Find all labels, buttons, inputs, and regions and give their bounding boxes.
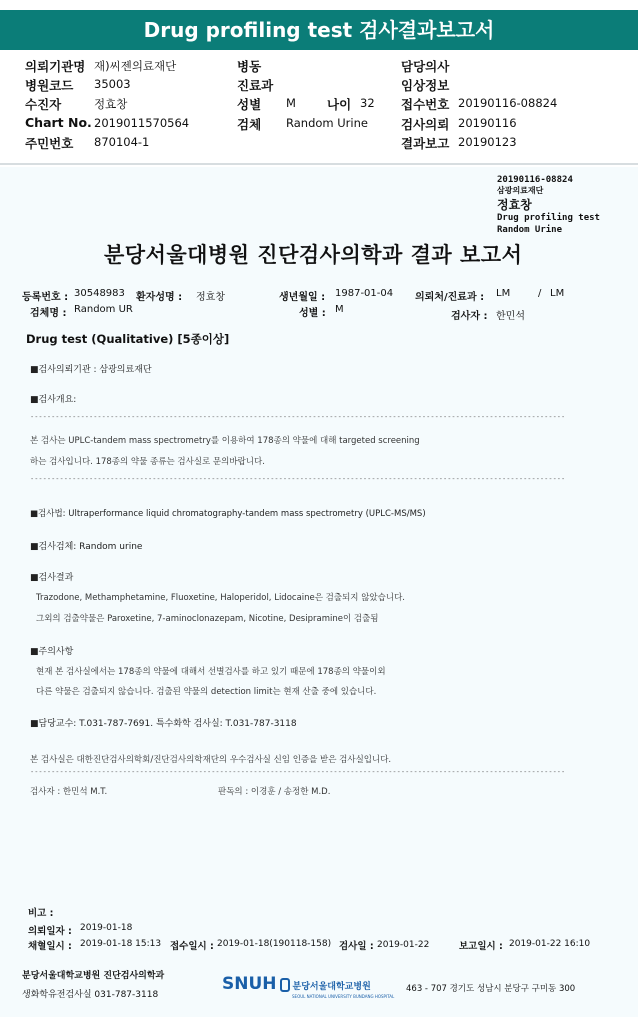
reg-label: 등록번호 : xyxy=(22,292,69,303)
meta-label: 접수번호 xyxy=(401,97,450,112)
meta-label: Chart No. xyxy=(25,115,92,130)
meta-label: 병원코드 xyxy=(25,78,74,93)
lab-contact: 생화학유전검사실 031-787-3118 xyxy=(22,990,159,1000)
receipt-label: 접수일시 : xyxy=(170,941,214,952)
report-date-value: 2019-01-22 16:10 xyxy=(509,939,591,949)
meta-label: 임상정보 xyxy=(401,78,450,93)
result-line: Trazodone, Methamphetamine, Fluoxetine, Haloperidol, Lidocaine은 검출되지 않았습니다. xyxy=(36,593,405,603)
request-meta-panel xyxy=(0,57,638,157)
meta-label: 주민번호 xyxy=(25,136,74,151)
meta-label: 의뢰기관명 xyxy=(25,59,86,74)
meta-label: 성별 xyxy=(237,97,262,112)
report-title: Drug profiling test 검사결과보고서 xyxy=(143,18,495,42)
tester-value: 한민석 xyxy=(496,311,525,322)
meta-label: 진료과 xyxy=(237,78,274,93)
section-caution-heading: ■주의사항 xyxy=(30,647,74,657)
section-results-heading: ■검사결과 xyxy=(30,573,74,583)
stamp-patient: 정효창 xyxy=(497,198,532,212)
meta-value: 정효창 xyxy=(94,97,128,111)
meta-label: 검사의뢰 xyxy=(401,117,450,132)
meta-value: 재)씨젠의료재단 xyxy=(94,59,177,73)
specimen-label: 검체명 : xyxy=(30,308,67,319)
signature-tester: 검사자 : 한민석 M.T. xyxy=(30,787,108,797)
dept-separator: / xyxy=(538,288,542,299)
stamp-org: 삼광의료재단 xyxy=(497,186,544,195)
logo-wordmark: SNUH xyxy=(222,974,277,994)
logo-korean-name: 분당서울대학교병원 xyxy=(292,982,371,992)
dashed-rule: ------------------------------------------------------------------------------------------------------------------------------- xyxy=(30,768,566,776)
hospital-logo xyxy=(222,974,394,999)
certification-text: 본 검사실은 대한진단검사의학회/진단검사의학재단의 우수검사실 신임 인증을 받은 검사실입니다. xyxy=(30,755,392,765)
caution-line: 다른 약물은 검출되지 않습니다. 검출된 약물의 detection limit는 현재 산출 중에 있습니다. xyxy=(36,687,377,697)
meta-value: 2019011570564 xyxy=(94,116,190,130)
tester-label: 검사자 : xyxy=(451,311,488,322)
section-method: ■검사법: Ultraperformance liquid chromatography-tandem mass spectrometry (UPLC-MS/MS) xyxy=(30,509,426,519)
hospital-address: 463 - 707 경기도 성남시 분당구 구미동 300 xyxy=(406,984,576,994)
report-date-label: 보고일시 : xyxy=(459,941,503,952)
signature-reader: 판독의 : 이경훈 / 송정한 M.D. xyxy=(218,787,331,797)
section-specimen: ■검사검체: Random urine xyxy=(30,542,143,552)
meta-value: 20190123 xyxy=(458,135,517,149)
test-date-label: 검사일 : xyxy=(339,941,374,952)
result-line: 그외의 검출약물은 Paroxetine, 7-aminoclonazepam, Nicotine, Desipramine이 검출됨 xyxy=(36,614,379,624)
patient-label: 환자성명 : xyxy=(136,292,183,303)
section-overview-heading: ■검사개요: xyxy=(30,395,77,405)
test-title: Drug test (Qualitative) [5종이상] xyxy=(26,332,230,346)
receipt-value: 2019-01-18(190118-158) xyxy=(217,939,332,949)
meta-label: 담당의사 xyxy=(401,59,450,74)
sex-label: 성별 : xyxy=(299,308,326,319)
test-date-value: 2019-01-22 xyxy=(377,940,430,950)
section-divider xyxy=(0,163,638,165)
department-name: 분당서울대학교병원 진단검사의학과 xyxy=(22,971,165,981)
meta-value: 20190116 xyxy=(458,116,517,130)
dashed-rule: ------------------------------------------------------------------------------------------------------------------------------- xyxy=(30,413,566,421)
request-date-value: 2019-01-18 xyxy=(80,923,133,933)
meta-label: 수진자 xyxy=(25,97,62,112)
section-contact: ■담당교수: T.031-787-7691. 특수화학 검사실: T.031-787-3118 xyxy=(30,719,297,729)
report-title-banner xyxy=(0,10,638,50)
overview-line: 본 검사는 UPLC-tandem mass spectrometry를 이용하여 178종의 약물에 대해 targeted screening xyxy=(30,436,420,446)
logo-english-name: SEOUL NATIONAL UNIVERSITY BUNDANG HOSPITAL xyxy=(292,994,395,999)
meta-label: 병동 xyxy=(237,59,262,74)
caution-line: 현재 본 검사실에서는 178종의 약물에 대해서 선별검사를 하고 있기 때문에 178종의 약물이외 xyxy=(36,667,386,677)
specimen-value: Random UR xyxy=(74,304,133,315)
meta-value: 35003 xyxy=(94,77,131,91)
collect-label: 채혈일시 : xyxy=(28,941,72,952)
meta-label: 결과보고 xyxy=(401,136,450,151)
stamp-test: Drug profiling test xyxy=(497,213,600,223)
stamp-specimen: Random Urine xyxy=(497,225,563,235)
stamp-accession: 20190116-08824 xyxy=(497,175,573,185)
meta-value: 870104-1 xyxy=(94,135,150,149)
dept-value: LM xyxy=(550,288,565,299)
hospital-report-title: 분당서울대병원 진단검사의학과 결과 보고서 xyxy=(104,243,523,267)
meta-label: 검체 xyxy=(237,117,262,132)
dept-label: 의뢰처/진료과 : xyxy=(415,292,485,303)
meta-value: Random Urine xyxy=(286,116,368,130)
dept-value: LM xyxy=(496,288,511,299)
patient-value: 정효창 xyxy=(196,292,225,303)
reg-value: 30548983 xyxy=(74,288,125,299)
collect-value: 2019-01-18 15:13 xyxy=(80,939,162,949)
scanned-report xyxy=(0,167,638,1017)
section-requester: ■검사의뢰기관 : 삼광의료재단 xyxy=(30,365,152,375)
dashed-rule: ------------------------------------------------------------------------------------------------------------------------------- xyxy=(30,475,566,483)
sex-value: M xyxy=(335,304,344,315)
meta-value: 20190116-08824 xyxy=(458,96,558,110)
meta-value: M xyxy=(286,96,296,110)
overview-line: 하는 검사입니다. 178종의 약물 종류는 검사실로 문의바랍니다. xyxy=(30,457,265,467)
meta-value: 32 xyxy=(360,96,375,110)
request-date-label: 의뢰일자 : xyxy=(28,926,72,937)
dob-label: 생년월일 : xyxy=(279,292,326,303)
dob-value: 1987-01-04 xyxy=(335,288,394,299)
meta-label: 나이 xyxy=(327,97,352,112)
hospital-emblem-icon xyxy=(280,978,290,992)
note-label: 비고 : xyxy=(28,908,54,919)
